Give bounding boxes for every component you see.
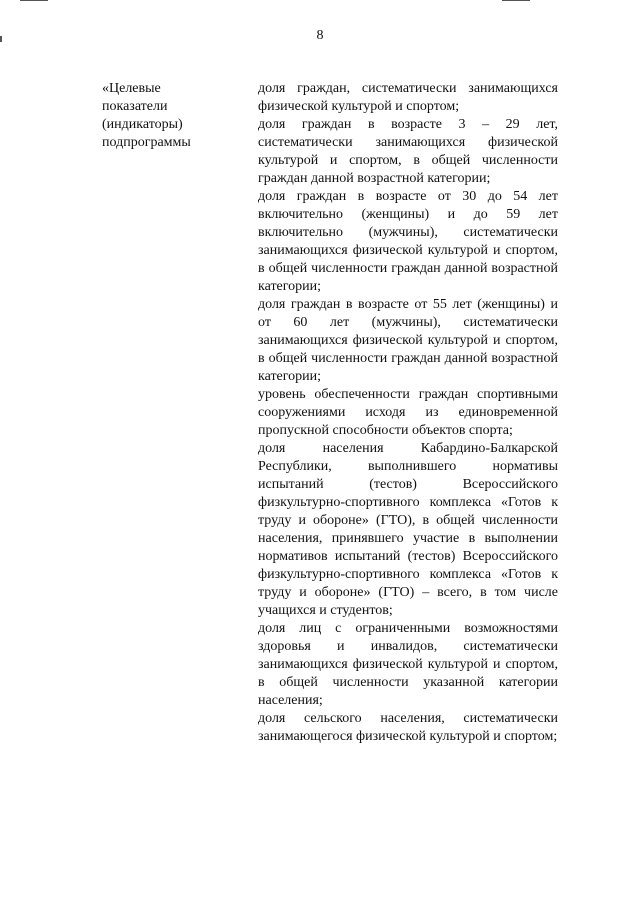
indicator-item: уровень обеспеченности граждан спортивными сооружениями исходя из единовременной пропускной способности объектов спорта; <box>258 387 558 438</box>
row-label-line: «Целевые <box>102 81 161 96</box>
row-label-line: показатели <box>102 99 168 114</box>
row-label <box>102 80 242 152</box>
indicator-list <box>258 80 558 746</box>
scan-artifact-top-right <box>502 0 530 1</box>
page-number: 8 <box>316 28 324 43</box>
row-label-line: (индикаторы) <box>102 117 183 132</box>
indicator-item: доля населения Кабардино-Балкарской Республики, выполнившего нормативы испытаний (тестов) Всероссийского физкультурно-спортивного комплекса «Готов к труду и обороне» (ГТО), в общей численности населения, принявшего участие в выполнении нормативов испытаний (тестов) Всероссийского физкультурно-спортивного комплекса «Готов к труду и обороне» (ГТО) – всего, в том числе учащихся и студентов; <box>258 441 558 618</box>
indicator-item: доля граждан, систематически занимающихся физической культурой и спортом; <box>258 81 558 114</box>
indicator-item: доля граждан в возрасте от 30 до 54 лет включительно (женщины) и до 59 лет включительно (мужчины), систематически занимающихся физической культурой и спортом, в общей численности граждан данной возрастной категории; <box>258 189 558 294</box>
indicator-item: доля граждан в возрасте от 55 лет (женщины) и от 60 лет (мужчины), систематически занимающихся физической культурой и спортом, в общей численности граждан данной возрастной категории; <box>258 297 558 384</box>
indicator-item: доля лиц с ограниченными возможностями здоровья и инвалидов, систематически занимающихся физической культурой и спортом, в общей численности указанной категории населения; <box>258 621 558 708</box>
row-label-line: подпрограммы <box>102 135 191 150</box>
indicator-item: доля граждан в возрасте 3 – 29 лет, систематически занимающихся физической культурой и спортом, в общей численности граждан данной возрастной категории; <box>258 117 558 186</box>
scan-artifact-top-left <box>20 0 48 1</box>
indicator-item: доля сельского населения, систематически занимающегося физической культурой и спортом; <box>258 711 558 744</box>
